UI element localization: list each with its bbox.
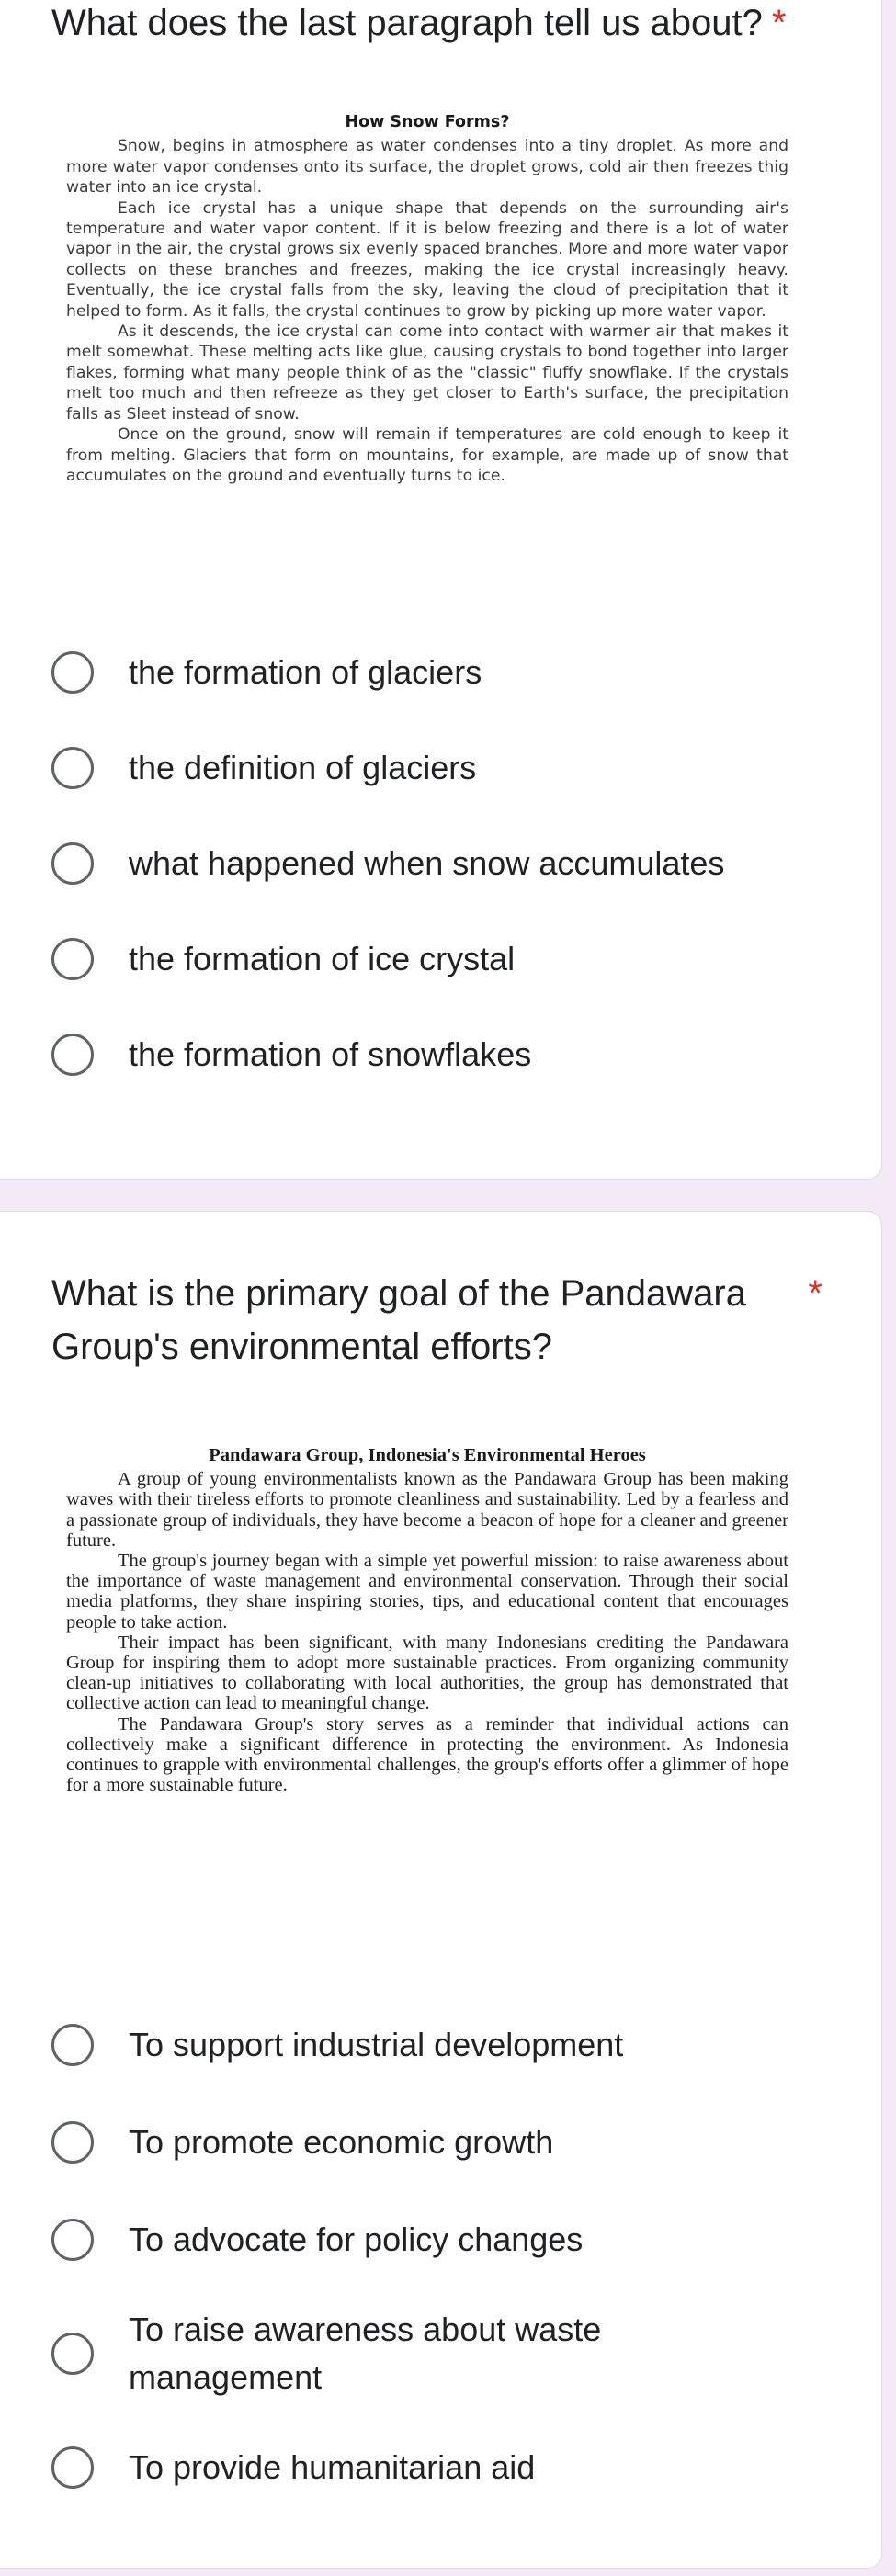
passage-title: How Snow Forms? <box>345 113 510 131</box>
radio-button[interactable] <box>51 747 94 789</box>
option-label: To promote economic growth <box>129 2123 554 2161</box>
option-label: To advocate for policy changes <box>129 2220 584 2258</box>
required-asterisk: * <box>808 1273 822 1314</box>
required-asterisk: * <box>771 3 787 43</box>
option-industrial-development[interactable] <box>51 1996 845 2094</box>
option-label: the definition of glaciers <box>129 749 477 786</box>
option-formation-of-glaciers[interactable] <box>51 625 845 720</box>
option-snow-accumulates[interactable] <box>51 816 845 911</box>
option-formation-of-snowflakes[interactable] <box>51 1007 845 1102</box>
option-formation-of-ice-crystal[interactable] <box>51 911 845 1007</box>
radio-button[interactable] <box>51 2219 94 2261</box>
radio-button[interactable] <box>51 2446 94 2489</box>
reading-passage <box>66 1445 788 1795</box>
passage-paragraph: Their impact has been significant, with many Indonesians crediting the Pandawara Group for inspiring them to adopt more sustainable practices. From organizing community clean-up initiatives to collaborating with local authorities, the group has demonstrated that collective action can lead to meaningful change. <box>66 1632 788 1714</box>
radio-button[interactable] <box>51 2024 94 2066</box>
option-policy-changes[interactable] <box>51 2191 845 2288</box>
option-label: To raise awareness about waste management <box>129 2310 602 2396</box>
passage-paragraph: Snow, begins in atmosphere as water condenses into a tiny droplet. As more and more water vapor condenses onto its surface, the droplet grows, cold air then freezes thig water into an ice crystal. <box>66 137 788 198</box>
option-label: the formation of ice crystal <box>129 940 516 977</box>
reading-passage <box>66 112 788 486</box>
option-label: To provide humanitarian aid <box>129 2448 536 2486</box>
answer-options <box>51 625 845 1102</box>
passage-title: Pandawara Group, Indonesia's Environmental Heroes <box>209 1445 646 1465</box>
radio-button[interactable] <box>51 2121 94 2164</box>
passage-paragraph: As it descends, the ice crystal can come into contact with warmer air that makes it melt somewhat. These melting acts like glue, causing crystals to bond together into larger flakes, forming what many people think of as the "classic" fluffy snowflake. If the crystals melt too much and then refreeze as they get closer to Earth's surface, the precipitation falls as Sleet instead of snow. <box>66 322 788 424</box>
option-waste-management-awareness[interactable] <box>51 2288 845 2419</box>
option-humanitarian-aid[interactable] <box>51 2419 845 2516</box>
question-card-2 <box>0 1211 882 2569</box>
option-label: the formation of snowflakes <box>129 1035 532 1073</box>
option-definition-of-glaciers[interactable] <box>51 720 845 816</box>
answer-options <box>51 1996 845 2516</box>
passage-paragraph: The group's journey began with a simple yet powerful mission: to raise awareness about the importance of waste management and environmental conservation. Through their social media platforms, they share inspiring stories, tips, and educational content that encourages people to take action. <box>66 1551 788 1633</box>
radio-button[interactable] <box>51 842 94 885</box>
passage-paragraph: The Pandawara Group's story serves as a reminder that individual actions can collectively make a significant difference in protecting the environment. As Indonesia continues to grapple with environmental challenges, the group's efforts offer a glimmer of hope for a more sustainable future. <box>66 1713 788 1796</box>
option-economic-growth[interactable] <box>51 2094 845 2191</box>
passage-paragraph: Each ice crystal has a unique shape that depends on the surrounding air's temperature and water vapor content. If it is below freezing and there is a lot of water vapor in the air, the crystal grows six evenly spaced branches. More and more water vapor collects on these branches and freezes, making the ice crystal increasingly heavy. Eventually, the ice crystal falls from the sky, leaving the cloud of precipitation that it helped to form. As it falls, the crystal continues to grow by picking up more water vapor. <box>66 198 788 321</box>
question-title: What is the primary goal of the Pandawara Group's environmental efforts? <box>51 1273 746 1367</box>
question-card-1 <box>0 0 882 1180</box>
radio-button[interactable] <box>51 1034 94 1076</box>
option-label: To support industrial development <box>129 2026 624 2063</box>
option-label: the formation of glaciers <box>129 653 482 691</box>
radio-button[interactable] <box>51 2333 94 2375</box>
option-label: what happened when snow accumulates <box>129 844 725 882</box>
passage-paragraph: Once on the ground, snow will remain if temperatures are cold enough to keep it from melting. Glaciers that form on mountains, for example, are made up of snow that accumulates on the ground and eventually turns to ice. <box>66 425 788 485</box>
passage-paragraph: A group of young environmentalists known as the Pandawara Group has been making waves with their tireless efforts to promote cleanliness and sustainability. Led by a fearless and a passionate group of individuals, they have become a beacon of hope for a cleaner and greener future. <box>66 1469 788 1551</box>
radio-button[interactable] <box>51 651 94 694</box>
question-title <box>51 0 845 50</box>
radio-button[interactable] <box>51 938 94 980</box>
question-text: What does the last paragraph tell us about? <box>51 3 763 43</box>
